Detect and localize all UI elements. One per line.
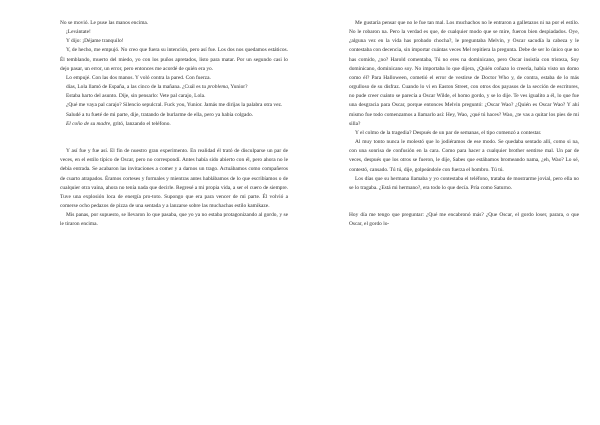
paragraph: Y dijo: ¡Déjame tranquilo! bbox=[66, 38, 124, 45]
paragraph: Al muy tonto nunca le molestó que lo jodiéramos de ese modo. Se quedaba sentado allí, como si na, con una sonrisa de confusión en la cara. Como para hacer a cualquier brother sentirse mal. Un par de veces, después que los otros se fueron, le dije, Sabes que estábamos bromeando nama, ¿eh, Wao? Lo sé, contestó, cansado. Tú tú, dije, golpeándole con fuerza el hombro. Tú tú. bbox=[349, 139, 579, 173]
paragraph: ¿Qué me vaya pal carajo? Silencio sepulcral. Fuck you, Yunior. Jamás me dirijas la palabra otra vez. bbox=[66, 102, 283, 109]
emphasis-run: tu problema bbox=[201, 84, 228, 91]
paragraph: No se movió. Le puse las manos encima. bbox=[60, 20, 149, 26]
paragraph: Y así fue y fue así. El fin de nuestro gran experimento. En realidad él trató de disculparse un par de veces, en el estilo típico de Oscar, pero no correspondí. Antes había sido abierto con él, pero ahora no le debía entrada. Se acabaron las invitaciones a comer y a darnos un trago. Actuábamos como compañeros de cuarto atrapados. Éramos corteses y formales y mientras antes hablábamos de lo que escribíamos o de cualquier otra vaina, ahora no tenía nada que decirle. Regresé a mi propia vida, a ser el cuero de siempre. Tuve una explosión loca de energía pro-toto. Supongo que era para vencer de mi parte. Él volvió a comerse ocho pedazos de pizza de una sentada y a lanzarse sobre las muchachas estilo kamikaze. bbox=[60, 148, 288, 210]
paragraph: Me gustaría pensar que no le fue tan mal. Los muchachos no le entraron a galletazos ni na por el estilo. No le robaron na. Pero la verdad es que, de cualquier modo que se mire, fueron bien despiadados. Oye, ¿alguna vez en la vida has probado chocha?, le preguntaba Melvin, y Oscar sacudía la cabeza y le contestaba con decencia, sin importar cuántas veces Mel repitiera la pregunta. Debe de ser lo único que no has comido, ¿no? Harold comentaba, Tú no eres na dominicano, pero Oscar insistía con tristeza, Soy dominicano, dominicano soy. No importaba lo que dijera, ¿Quién coñazo lo creería, había visto un domo como él? Para Halloween, cometió el error de vestirse de Doctor Who y, de contra, estaba de lo más orgulloso de su disfraz. Cuando lo vi en Easton Street, con otros dos payasos de la sección de escritores, no pude creer cuánto se parecía a Oscar Wilde, el homo gordo, y se lo dije. Te ves igualito a él, lo que fue una desgracia para Oscar, porque entonces Melvin preguntó: ¿Oscar Wao? ¿Quién es Oscar Wao? Y ahí mismo fue todo comenzamos a llamarlo así: Hey, Wao, ¿qué tú haces? Wao, ¿te vas a quitar los pies de mi silla? bbox=[349, 20, 579, 127]
paragraph: Saludé a tu fueté de mi parte, dije, tratando de burlarme de ella, pero ya había colgado. bbox=[66, 111, 254, 118]
paragraph-with-emphasis bbox=[60, 120, 288, 129]
paragraph: Y, de hecho, me empujó. No creo que fuera su intención, pero así fue. Los dos nos quedamos estáticos. Él temblando, muerto del miedo, yo con los puños apretados, listo para matar. Por un segundo casi lo dejo pasar, un error, un error, pero entonces me acordé de quién era yo. bbox=[60, 47, 288, 72]
paragraph-with-emphasis bbox=[60, 83, 288, 92]
paragraph: Estaba harto del asunto. Dije, sin pensarlo: Vete pal carajo, Lola. bbox=[66, 93, 206, 100]
text-run: , gritó, lanzando el teléfono. bbox=[110, 120, 171, 127]
paragraph: Los días que su hermana llamaba y yo contestaba el teléfono, trataba de mostrarme jovial, pero ella no se lo tragaba. ¿Está mi hermano?, era todo lo que decía. Pría como Saturno. bbox=[349, 175, 579, 191]
paragraph: Hoy día me tengo que preguntar: ¿Qué me encabronó más? ¿Que Oscar, el gordo loser, parara, o que Oscar, el gordo lo- bbox=[349, 212, 579, 228]
right-page-text bbox=[349, 19, 579, 230]
paragraph: ¡Levántate! bbox=[66, 29, 91, 36]
emphasis-run: El coño de su madre bbox=[66, 120, 111, 127]
left-page-text bbox=[60, 19, 288, 230]
paragraph: Y el colmo de la tragedia? Después de un par de semanas, el tipo comenzó a contestar. bbox=[355, 129, 542, 136]
paragraph: Mis panas, por supuesto, se llevaron lo que pasaba, que yo ya no estaba protagonizando al gordo, y se le tiraron encima. bbox=[60, 212, 288, 228]
text-run: , Yunior? bbox=[227, 84, 248, 91]
text-run: días, Lola llamó de España, a las cinco de la mañana. ¿Cuál es bbox=[66, 84, 202, 91]
paragraph: Lo empujé. Con las dos manos. Y voló contra la pared. Con fuerza. bbox=[66, 74, 211, 81]
